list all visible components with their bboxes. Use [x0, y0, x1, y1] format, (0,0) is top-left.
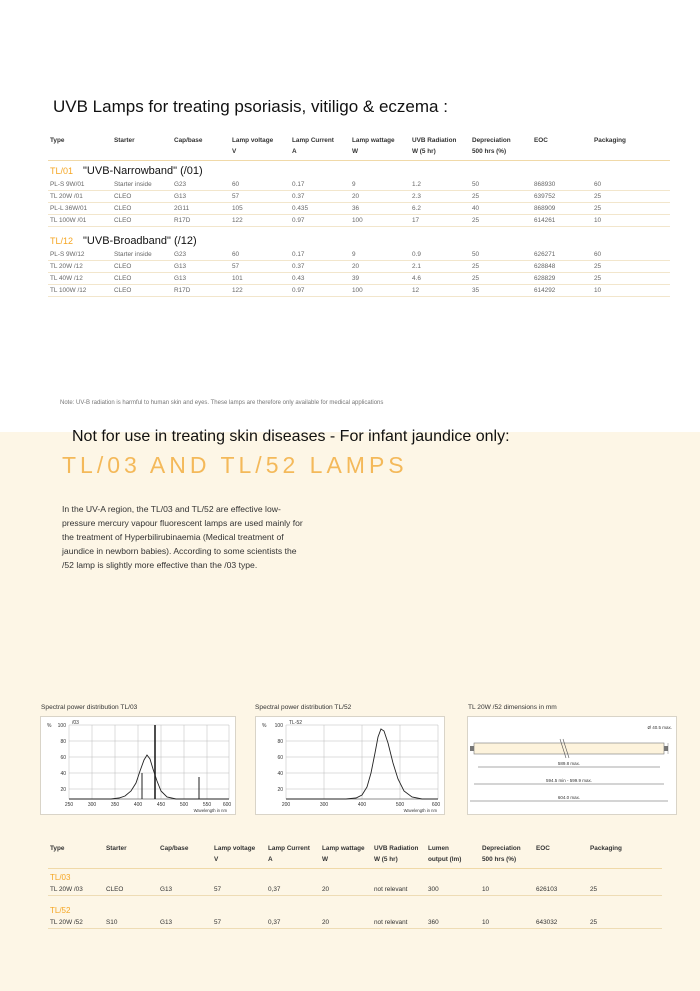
column-header: Lumen output (lm) [426, 843, 480, 869]
table-cell: 0.43 [290, 273, 350, 285]
table-cell: CLEO [112, 191, 172, 203]
table-cell: 868930 [532, 179, 592, 191]
table-cell: 2.3 [410, 191, 470, 203]
spectral-chart-tl03 [40, 716, 236, 815]
table-cell: R17D [172, 215, 230, 227]
column-header: Lamp Current A [290, 135, 350, 161]
table-cell: 20 [320, 917, 372, 929]
table-cell: R17D [172, 285, 230, 297]
uvb-section-title: UVB Lamps for treating psoriasis, vitiligo & eczema : [53, 97, 448, 116]
column-header: UVB Radiation W (5 hr) [372, 843, 426, 869]
table-row [48, 261, 670, 273]
table-cell: CLEO [112, 285, 172, 297]
x-tick-label: 550 [202, 802, 212, 808]
spectral-chart-tl52-svg [256, 717, 444, 814]
x-tick-label: 350 [110, 802, 120, 808]
table-cell: 17 [410, 215, 470, 227]
table-cell: 57 [230, 261, 290, 273]
table-cell: 6.2 [410, 203, 470, 215]
tl03-tl52-title: TL/03 AND TL/52 LAMPS [62, 452, 408, 478]
grid-lines [286, 725, 438, 799]
y-tick-label: 60 [277, 755, 283, 761]
table-cell: 57 [230, 191, 290, 203]
x-tick-label: 600 [222, 802, 232, 808]
dimension-label: 589.8 max. [557, 761, 581, 766]
table-cell: G13 [172, 261, 230, 273]
table-cell: G13 [158, 884, 212, 896]
tl03-tl52-table [48, 843, 662, 929]
table-cell: 0,37 [266, 917, 320, 929]
table-cell: 60 [230, 179, 290, 191]
table-cell: 10 [480, 884, 534, 896]
group-row-tl03 [48, 869, 662, 885]
column-header: Depreciation 500 hrs (%) [480, 843, 534, 869]
chart-caption-tl52: Spectral power distribution TL/52 [255, 704, 352, 711]
x-axis-label: Wavelength in nm [403, 808, 437, 813]
table-cell: 0.97 [290, 215, 350, 227]
table-cell: 25 [588, 917, 662, 929]
table-row [48, 249, 670, 261]
column-header: UVB Radiation W (5 hr) [410, 135, 470, 161]
x-axis-label: Wavelength in nm [193, 808, 227, 813]
table-cell: 57 [212, 884, 266, 896]
uvb-table-header-row [48, 135, 670, 161]
column-header: Lamp Current A [266, 843, 320, 869]
table2-header-row [48, 843, 662, 869]
table-cell: 25 [470, 215, 532, 227]
table-cell: 0.37 [290, 261, 350, 273]
y-unit-label: % [262, 723, 267, 729]
x-tick-label: 300 [87, 802, 97, 808]
y-tick-label: 80 [277, 739, 283, 745]
table-cell: 35 [470, 285, 532, 297]
table-cell: TL 100W /12 [48, 285, 112, 297]
uvb-lamp-table [48, 135, 670, 297]
table-cell: 122 [230, 215, 290, 227]
table-cell: 10 [480, 917, 534, 929]
column-header: Packaging [588, 843, 662, 869]
table-cell: 9 [350, 179, 410, 191]
x-tick-label: 400 [133, 802, 143, 808]
table-cell: CLEO [112, 261, 172, 273]
table-cell: G13 [172, 273, 230, 285]
table-cell: not relevant [372, 884, 426, 896]
group-row-tl52 [48, 896, 662, 918]
table-cell: 626103 [534, 884, 588, 896]
table-cell: 40 [470, 203, 532, 215]
table-cell: 10 [592, 215, 670, 227]
x-tick-label: 400 [357, 802, 367, 808]
table-cell: TL 20W /03 [48, 884, 104, 896]
table-cell: 0.17 [290, 249, 350, 261]
table-cell: Starter inside [112, 179, 172, 191]
table-cell: 360 [426, 917, 480, 929]
table-cell: 20 [320, 884, 372, 896]
table-cell: 25 [470, 261, 532, 273]
table-cell: TL 20W /01 [48, 191, 112, 203]
x-tick-label: 500 [395, 802, 405, 808]
group-label: "UVB-Narrowband" (/01) [83, 165, 203, 177]
group-code: TL/52 [50, 906, 71, 915]
table-cell: 2.1 [410, 261, 470, 273]
group-code: TL/01 [50, 166, 74, 176]
table-cell: 0.9 [410, 249, 470, 261]
table-cell: 25 [592, 261, 670, 273]
y-tick-label: 60 [60, 755, 66, 761]
table-row [48, 273, 670, 285]
column-header: Packaging [592, 135, 670, 161]
column-header: Type [48, 843, 104, 869]
table-cell: 643032 [534, 917, 588, 929]
y-tick-label: 100 [57, 723, 66, 729]
x-tick-label: 200 [281, 802, 291, 808]
description-text: In the UV-A region, the TL/03 and TL/52 are effective low-pressure mercury vapour fluorescent lamps are used mainly for the treatment of Hyperbilirubinaemia (Medical treatment of jaundice in newborn babies). According to some scientists the /52 lamp is slightly more effective than the /03 type. [62, 504, 303, 570]
table-cell: 122 [230, 285, 290, 297]
table-cell: 628848 [532, 261, 592, 273]
table-row [48, 191, 670, 203]
lamp-dimensions-svg [468, 717, 676, 814]
table-cell: PL-L 36W/01 [48, 203, 112, 215]
table-cell: PL-S 9W/01 [48, 179, 112, 191]
table-cell: 639752 [532, 191, 592, 203]
table-cell: not relevant [372, 917, 426, 929]
table-cell: 12 [410, 285, 470, 297]
group-row-tl01 [48, 161, 670, 180]
table-cell: 9 [350, 249, 410, 261]
table-cell: 100 [350, 285, 410, 297]
column-header: Lamp voltage V [212, 843, 266, 869]
table-row [48, 884, 662, 896]
table-cell: 105 [230, 203, 290, 215]
table-cell: 60 [592, 249, 670, 261]
table-cell: 1.2 [410, 179, 470, 191]
table-cell: 300 [426, 884, 480, 896]
diameter-label: Ø 40.5 max. [647, 725, 672, 730]
table-cell: 50 [470, 249, 532, 261]
table-cell: 0.17 [290, 179, 350, 191]
table-cell: 0.435 [290, 203, 350, 215]
table-cell: 0.37 [290, 191, 350, 203]
dimension-label: 604.0 max. [557, 795, 581, 800]
column-header: Lamp voltage V [230, 135, 290, 161]
spectral-chart-tl03-svg [41, 717, 235, 814]
column-header: Cap/base [158, 843, 212, 869]
table-cell: TL 100W /01 [48, 215, 112, 227]
y-tick-label: 20 [60, 787, 66, 793]
table-cell: G13 [172, 191, 230, 203]
tl03-description [62, 502, 307, 572]
table-cell: 614261 [532, 215, 592, 227]
x-tick-label: 450 [156, 802, 166, 808]
y-tick-label: 80 [60, 739, 66, 745]
uvb-warning-note: Note: UV-B radiation is harmful to human skin and eyes. These lamps are therefore only available for medical applications [60, 400, 384, 406]
dimension-label: 594.5 min - 599.9 max. [545, 778, 593, 783]
y-tick-label: 100 [274, 723, 283, 729]
lamp-tube [474, 743, 664, 754]
table-cell: 10 [592, 285, 670, 297]
table-cell: 25 [588, 884, 662, 896]
group-code: TL/03 [50, 873, 71, 882]
table-cell: 25 [592, 203, 670, 215]
column-header: Lamp wattage W [320, 843, 372, 869]
table-cell: CLEO [112, 203, 172, 215]
grid-lines [69, 725, 229, 799]
table-cell: TL 40W /12 [48, 273, 112, 285]
dimensions-caption: TL 20W /52 dimensions in mm [468, 704, 557, 711]
table-cell: 50 [470, 179, 532, 191]
x-tick-label: 600 [431, 802, 441, 808]
column-header: Cap/base [172, 135, 230, 161]
table-cell: 0,37 [266, 884, 320, 896]
table-row [48, 285, 670, 297]
spectral-chart-tl52 [255, 716, 445, 815]
table-cell: CLEO [112, 215, 172, 227]
table-cell: CLEO [104, 884, 158, 896]
infant-section-heading: Not for use in treating skin diseases - For infant jaundice only: [72, 428, 510, 445]
x-tick-label: 250 [64, 802, 74, 808]
table-cell: 60 [592, 179, 670, 191]
column-header: Starter [112, 135, 172, 161]
lamp-end-cap [470, 746, 474, 751]
table-cell: 25 [470, 191, 532, 203]
column-header: EOC [534, 843, 588, 869]
table-cell: PL-S 9W/12 [48, 249, 112, 261]
table-cell: G23 [172, 179, 230, 191]
table-row [48, 917, 662, 929]
y-tick-label: 20 [277, 787, 283, 793]
table-cell: TL 20W /52 [48, 917, 104, 929]
table-cell: G23 [172, 249, 230, 261]
column-header: Depreciation 500 hrs (%) [470, 135, 532, 161]
table-row [48, 203, 670, 215]
table-cell: 0.97 [290, 285, 350, 297]
table-cell: 628829 [532, 273, 592, 285]
lamp-dimensions-diagram [467, 716, 677, 815]
column-header: EOC [532, 135, 592, 161]
table-cell: 868909 [532, 203, 592, 215]
table-cell: 57 [212, 917, 266, 929]
y-unit-label: % [47, 723, 52, 729]
column-header: Type [48, 135, 112, 161]
x-tick-label: 500 [179, 802, 189, 808]
series-label: TL-52 [289, 720, 303, 726]
table-cell: CLEO [112, 273, 172, 285]
table-cell: 614292 [532, 285, 592, 297]
table-cell: 4.6 [410, 273, 470, 285]
table-cell: 25 [592, 273, 670, 285]
group-label: "UVB-Broadband" (/12) [83, 235, 197, 247]
table-cell: 39 [350, 273, 410, 285]
column-header: Starter [104, 843, 158, 869]
table-cell: 20 [350, 191, 410, 203]
column-header: Lamp wattage W [350, 135, 410, 161]
table-cell: 2G11 [172, 203, 230, 215]
group-code: TL/12 [50, 236, 74, 246]
table-cell: 101 [230, 273, 290, 285]
table-cell: 36 [350, 203, 410, 215]
y-tick-label: 40 [277, 771, 283, 777]
chart-caption-tl03: Spectral power distribution TL/03 [41, 704, 138, 711]
table-cell: Starter inside [112, 249, 172, 261]
table-cell [48, 161, 670, 180]
table-cell: 60 [230, 249, 290, 261]
table-row [48, 215, 670, 227]
table-cell: G13 [158, 917, 212, 929]
table-cell [48, 227, 670, 250]
table-cell: 20 [350, 261, 410, 273]
group-row-tl12 [48, 227, 670, 250]
table-cell: 100 [350, 215, 410, 227]
table-cell: S10 [104, 917, 158, 929]
table-cell: 25 [470, 273, 532, 285]
table-row [48, 179, 670, 191]
lamp-end-cap [664, 746, 668, 751]
y-tick-label: 40 [60, 771, 66, 777]
x-tick-label: 300 [319, 802, 329, 808]
series-label: /03 [72, 720, 79, 726]
table-cell: TL 20W /12 [48, 261, 112, 273]
table-cell: 25 [592, 191, 670, 203]
table-cell: 626271 [532, 249, 592, 261]
spectrum-curve [69, 755, 229, 799]
